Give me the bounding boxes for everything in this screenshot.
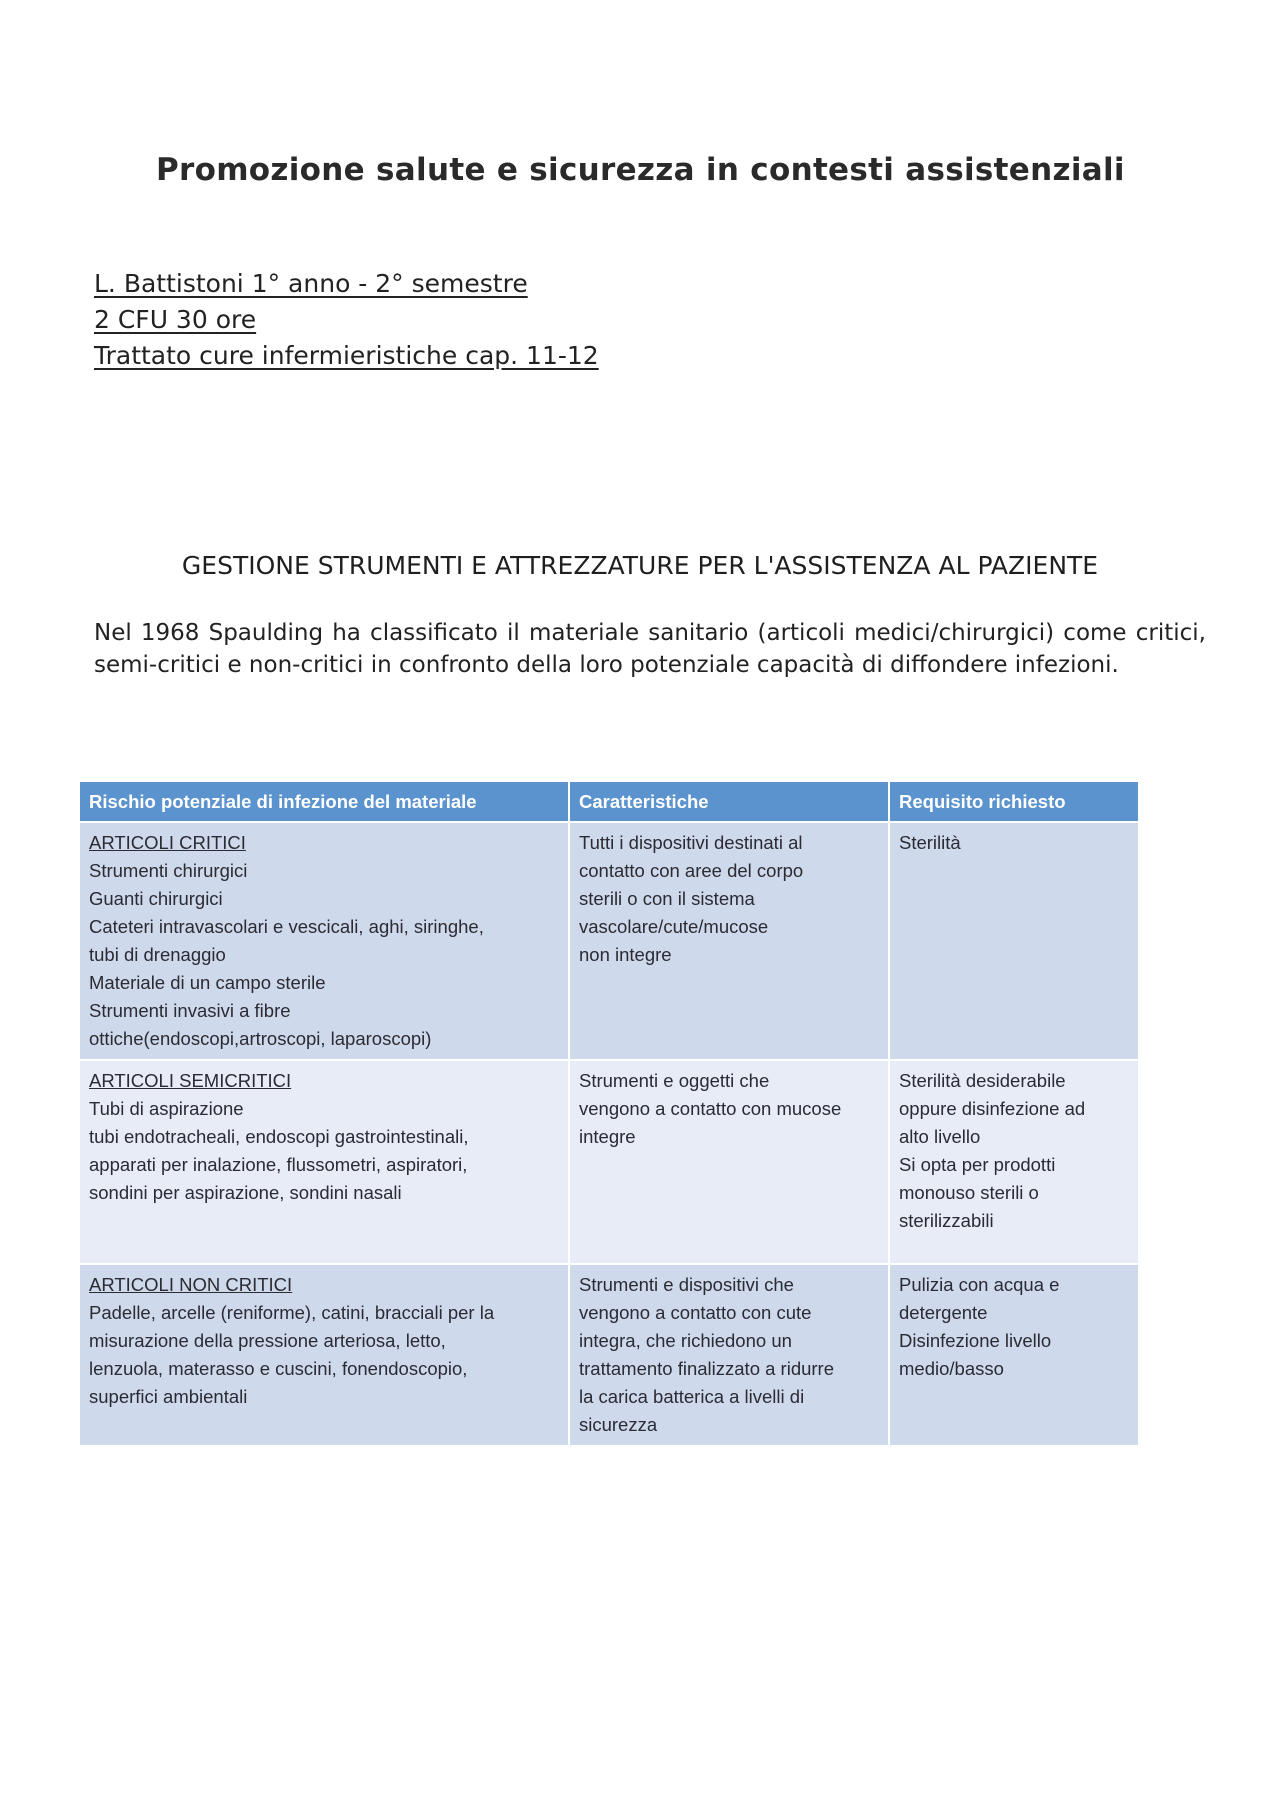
item-line: tubi endotracheali, endoscopi gastrointestinali, [89,1126,469,1147]
item-line: sondini per aspirazione, sondini nasali [89,1182,402,1203]
category-title: ARTICOLI NON CRITICI [89,1274,293,1295]
table-row [80,822,1138,1060]
category-title: ARTICOLI CRITICI [89,832,246,853]
item-line: Padelle, arcelle (reniforme), catini, bracciali per la [89,1302,495,1323]
requirement-cell: Sterilità [889,822,1138,1060]
requirement-cell: Pulizia con acqua e detergente Disinfezione livello medio/basso [889,1264,1138,1445]
item-line: lenzuola, materasso e cuscini, fonendoscopio, [89,1358,468,1379]
column-header-characteristics: Caratteristiche [569,782,889,822]
item-line: Guanti chirurgici [89,888,223,909]
course-info-line: 2 CFU 30 ore [94,305,257,334]
item-line: Strumenti chirurgici [89,860,248,881]
requirement-cell: Sterilità desiderabile oppure disinfezione ad alto livello Si opta per prodotti monouso sterili o sterilizzabili [889,1060,1138,1264]
characteristics-cell: Tutti i dispositivi destinati al contatto con aree del corpo sterili o con il sistema vascolare/cute/mucose non integre [569,822,889,1060]
course-info-line: L. Battistoni 1° anno - 2° semestre [94,269,528,298]
item-line: ottiche(endoscopi,artroscopi, laparoscopi) [89,1028,432,1049]
table-row [80,1060,1138,1264]
risk-cell [80,822,569,1060]
table-header-row [80,782,1138,822]
risk-cell [80,1264,569,1445]
item-line: Strumenti invasivi a fibre [89,1000,291,1021]
column-header-risk: Rischio potenziale di infezione del materiale [80,782,569,822]
course-info-line: Trattato cure infermieristiche cap. 11-12 [94,341,599,370]
spaulding-table [80,782,1138,1445]
column-header-requirement: Requisito richiesto [889,782,1138,822]
item-line: misurazione della pressione arteriosa, letto, [89,1330,446,1351]
characteristics-cell: Strumenti e dispositivi che vengono a contatto con cute integra, che richiedono un trattamento finalizzato a ridurre la carica batterica a livelli di sicurezza [569,1264,889,1445]
risk-cell [80,1060,569,1264]
item-line: tubi di drenaggio [89,944,226,965]
item-line: Cateteri intravascolari e vescicali, aghi, siringhe, [89,916,484,937]
page-title: Promozione salute e sicurezza in contesti assistenziali [156,152,1125,188]
course-info [94,266,599,374]
intro-paragraph: Nel 1968 Spaulding ha classificato il materiale sanitario (articoli medici/chirurgici) come critici, semi-critici e non-critici in confronto della loro potenziale capacità di diffondere infezioni. [94,620,1206,678]
item-line: apparati per inalazione, flussometri, aspiratori, [89,1154,468,1175]
item-line: superfici ambientali [89,1386,248,1407]
table-row [80,1264,1138,1445]
item-line: Materiale di un campo sterile [89,972,326,993]
item-line: Tubi di aspirazione [89,1098,244,1119]
section-title: GESTIONE STRUMENTI E ATTREZZATURE PER L'ASSISTENZA AL PAZIENTE [181,551,1099,580]
category-title: ARTICOLI SEMICRITICI [89,1070,292,1091]
characteristics-cell: Strumenti e oggetti che vengono a contatto con mucose integre [569,1060,889,1264]
